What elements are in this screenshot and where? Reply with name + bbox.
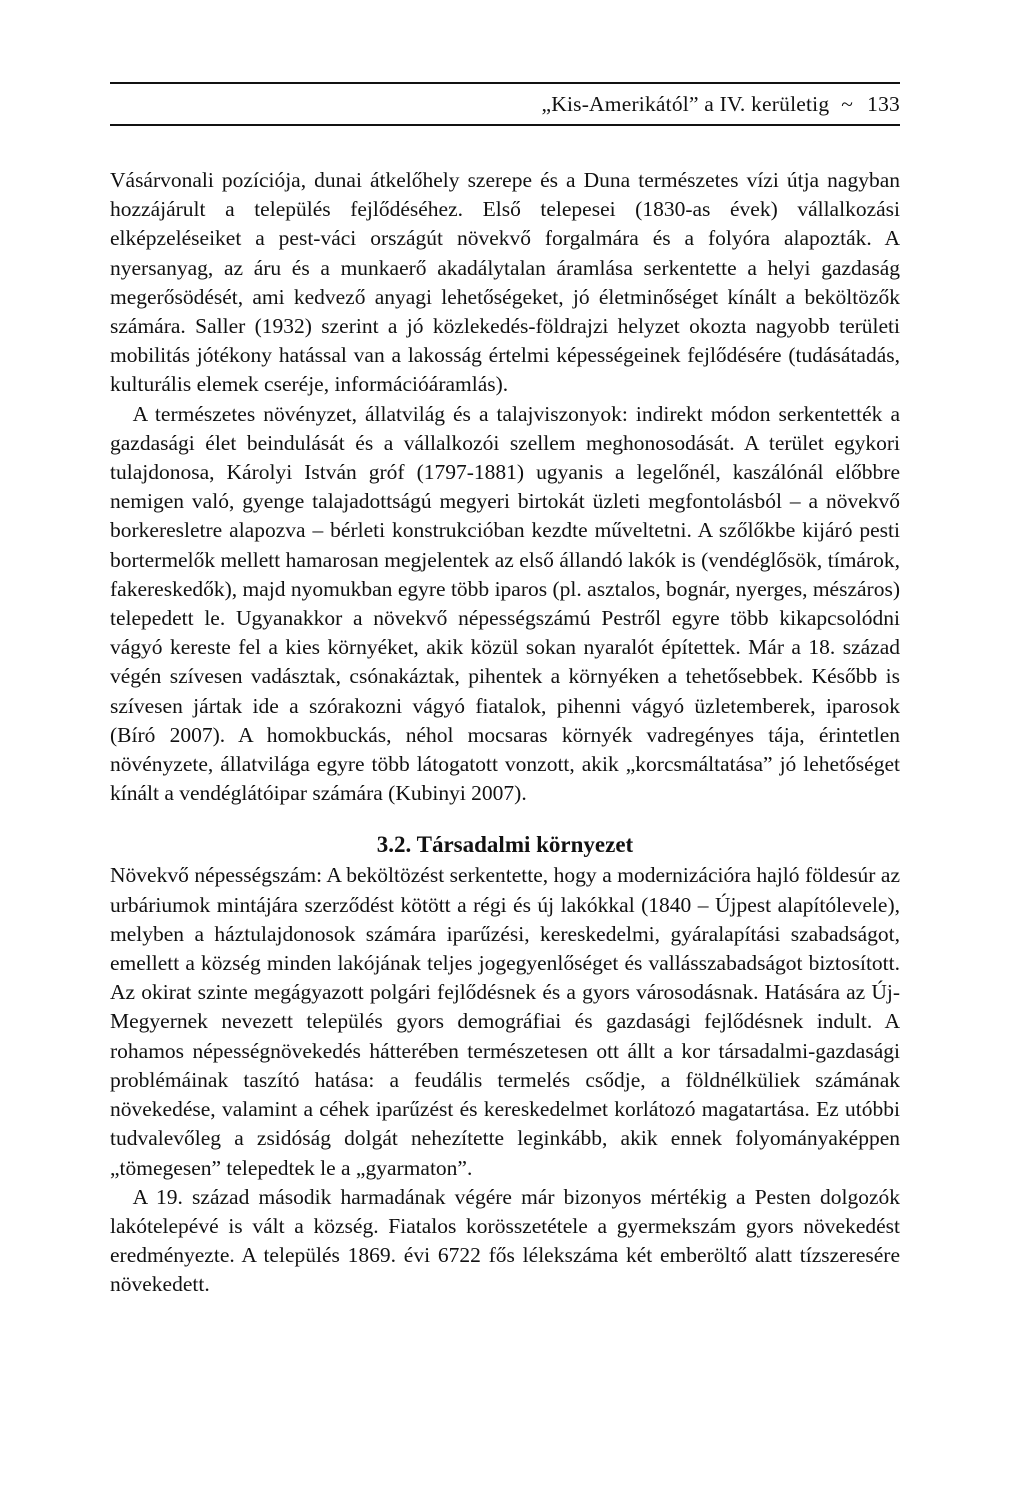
running-header <box>110 82 900 126</box>
document-page <box>110 82 900 1300</box>
body-text <box>110 166 900 1300</box>
paragraph: A természetes növényzet, állatvilág és a talajviszonyok: indirekt módon serkentették a gazdasági élet beindulását és a vállalkozói szellem meghonosodását. A terület egykori tulajdonosa, Károlyi István gróf (1797-1881) ugyanis a legelőnél, kaszálónál előbbre nemigen való, gyenge talajadottságú megyeri birtokát üzleti megfontolásból – a növekvő borkeresletre alapozva – bérleti konstrukcióban kezdte műveltetni. A szőlőkbe kijáró pesti bortermelők mellett hamarosan megjelentek az első állandó lakók is (vendéglősök, tímárok, fakereskedők), majd nyomukban egyre több iparos (pl. asztalos, bognár, nyerges, mészáros) telepedett le. Ugyanakkor a növekvő népességszámú Pestről egyre több kikapcsolódni vágyó kereste fel a kies környéket, akik közül sokan nyaralót építettek. Már a 18. század végén szívesen vadásztak, csónakáztak, pihentek a környéken a tehetősebbek. Később is szívesen jártak ide a szórakozni vágyó fiatalok, pihenni vágyó üzletemberek, iparosok (Bíró 2007). A homokbuckás, néhol mocsaras környék vadregényes tája, érintetlen növényzete, állatvilága egyre több látogatott vonzott, akik „korcsmáltatása” jó lehetőséget kínált a vendéglátóipar számára (Kubinyi 2007). <box>110 401 900 806</box>
paragraph: Vásárvonali pozíciója, dunai átkelőhely szerepe és a Duna természetes vízi útja nagyban hozzájárult a település fejlődéséhez. Első telepesei (1830-as évek) vállalkozási elképzeléseiket a pest-váci országút növekvő forgalmára és a folyóra alapozták. A nyersanyag, az áru és a munkaerő akadálytalan áramlása serkentette a helyi gazdaság megerősödését, ami kedvező anyagi lehetőségeket, jó életminőséget kínált a beköltözők számára. Saller (1932) szerint a jó közlekedés-földrajzi helyzet okozta nagyobb területi mobilitás jótékony hatással van a lakosság értelmi képességeinek fejlődésére (tudásátadás, kulturális elemek cseréje, információáramlás). <box>110 168 900 397</box>
paragraph: A 19. század második harmadának végére már bizonyos mértékig a Pesten dolgozók lakótelepévé is vált a község. Fiatalos korösszetétele a gyermekszám gyors növekedést eredményezte. A település 1869. évi 6722 fős lélekszáma két emberöltő alatt tízszeresére növekedett. <box>110 1184 900 1297</box>
paragraph: Növekvő népességszám: A beköltözést serkentette, hogy a modernizációra hajló földesúr az urbáriumok mintájára szerződést kötött a régi és új lakókkal (1840 – Újpest alapítólevele), melyben a háztulajdonosok számára iparűzési, kereskedelmi, gyáralapítási szabadságot, emellett a község minden lakójának teljes jogegyenlőséget és vallásszabadságot biztosított. Az okirat szinte megágyazott polgári fejlődésnek és a gyors városodásnak. Hatására az Új-Megyernek nevezett település gyors demográfiai és gazdasági fejlődésnek indult. A rohamos népességnövekedés hátterében természetesen ott állt a kor társadalmi-gazdasági problémáinak taszító hatása: a feudális termelés csődje, a földnélküliek számának növekedése, valamint a céhek iparűzést és kereskedelmet korlátozó magatartása. Ez utóbbi tudvalevőleg a zsidóság dolgát nehezítette leginkább, akik ennek folyományaképpen „tömegesen” telepedtek le a „gyarmaton”. <box>110 863 900 1180</box>
running-header-separator: ~ <box>841 91 854 116</box>
running-header-title: „Kis-Amerikától” a IV. kerületig <box>541 91 830 116</box>
page-number: 133 <box>867 91 900 116</box>
section-heading: 3.2. Társadalmi környezet <box>376 832 634 858</box>
